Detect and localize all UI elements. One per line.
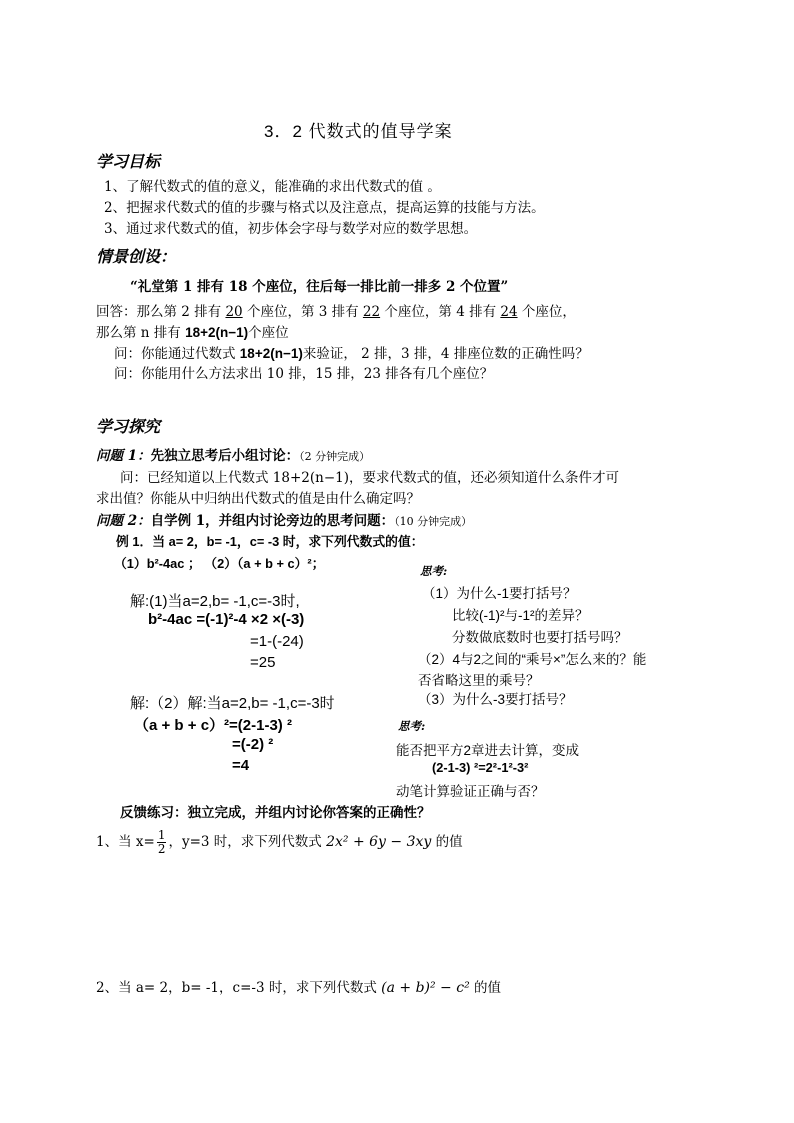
answer-text: 个座位， [517,304,576,320]
problem-2-text: 自学例 1，并组内讨论旁边的思考问题： [150,513,395,529]
question-suffix: 来验证， 2 排，3 排，4 排座位数的正确性吗？ [302,346,589,362]
scenario-quote: “礼堂第 1 排有 18 个座位，往后每一排比前一排多 2 个位置” [130,279,509,295]
scenario-answer-line [96,300,576,320]
exercise-2 [96,976,501,996]
think-item: （2）4与2之间的“乘号×”怎么来的？能 [418,652,647,667]
answer-text: 个座位，第 4 排有 [380,304,501,320]
section-heading-explore: 学习探究 [96,417,161,436]
fraction-numerator: 1 [157,828,166,842]
nth-row-suffix: 个座位 [248,325,289,341]
exercise-expression: (a + b)² − c² [381,980,470,996]
solution-1-line: =1-(-24) [250,633,304,650]
think-item: 分数做底数时也要打括号吗？ [452,630,628,645]
problem-2-line [96,509,472,529]
example-1: 例 1．当 a= 2，b= -1，c= -3 时，求下列代数式的值： [116,534,424,549]
think-item: （1）为什么-1要打括号？ [422,586,577,601]
fraction-denominator: 2 [157,842,166,856]
think-item: 能否把平方2章进去计算，变成 [396,743,580,758]
answer-blank: 20 [225,304,243,320]
solution-1-line: 解:(1)当a=2,b= -1,c=-3时, [130,593,300,610]
problem-2-time: （10 分钟完成） [394,515,473,528]
problem-2-label: 问题 2： [96,513,151,529]
nth-row-prefix: 那么第 n 排有 [96,325,186,341]
exercise-expression: 2x² + 6y − 3xy [326,834,432,850]
scenario-nth-row-line [96,321,289,341]
solution-1-line: b²-4ac =(-1)²-4 ×2 ×(-3) [148,611,305,628]
solution-2-line: =4 [232,757,250,774]
problem-1-body: 问：已经知道以上代数式 18+2(n−1)，要求代数式的值，还必须知道什么条件才可 [120,470,619,486]
section-heading-goals: 学习目标 [96,152,161,171]
scenario-question-1 [114,342,589,362]
think-item: （3）为什么-3要打括号？ [418,692,573,707]
exercise-suffix: 的值 [469,980,501,996]
think-label: 思考: [398,719,426,733]
problem-1-label: 问题 1： [96,448,151,464]
answer-prefix: 回答：那么第 2 排有 [96,304,226,320]
think-item: 否省略这里的乘号？ [418,673,540,688]
answer-blank: 24 [500,304,518,320]
solution-2-line: =(-2) ² [232,736,274,753]
question-expression: 18+2(n−1) [239,346,303,361]
problem-1-body: 求出值？你能从中归纳出代数式的值是由什么确定吗？ [96,491,420,507]
problem-1-time: （2 分钟完成） [299,450,371,463]
exercise-prefix: 1、当 x= [96,834,155,850]
think-label: 思考: [420,564,448,578]
fraction [157,829,167,856]
think-item: 动笔计算验证正确与否？ [396,784,545,799]
solution-2-line: （a + b + c）²=(2-1-3) ² [134,717,292,734]
think-item: 比较(-1)²与-1²的差异？ [452,608,589,623]
section-heading-scenario: 情景创设： [96,247,177,266]
exercise-1 [96,828,463,856]
page-title: 3．2 代数式的值导学案 [264,122,453,141]
feedback-heading: 反馈练习：独立完成，并组内讨论你答案的正确性？ [120,805,431,821]
answer-text: 个座位，第 3 排有 [242,304,363,320]
think-item: (2-1-3) ²=2²-1²-3² [432,760,529,775]
goal-item: 1、了解代数式的值的意义，能准确的求出代数式的值 。 [104,179,441,195]
problem-1-line [96,444,370,464]
exercise-prefix: 2、当 a= 2，b= -1，c=-3 时，求下列代数式 [96,980,382,996]
problem-1-text: 先独立思考后小组讨论： [150,448,300,464]
solution-2-line: 解:（2）解:当a=2,b= -1,c=-3时 [130,695,335,712]
goal-item: 3、通过求代数式的值，初步体会字母与数学对应的数学思想。 [104,221,478,237]
question-prefix: 问：你能通过代数式 [114,346,240,362]
example-1-parts: （1）b²-4ac ； （2）（a + b + c）²； [114,556,325,571]
scenario-question-2: 问：你能用什么方法求出 10 排，15 排，23 排各有几个座位？ [114,366,494,382]
solution-1-line: =25 [250,654,276,671]
answer-blank: 22 [362,304,381,320]
nth-row-expression: 18+2(n−1) [185,325,249,340]
exercise-text: ，y=3 时，求下列代数式 [168,834,327,850]
goal-item: 2、把握求代数式的值的步骤与格式以及注意点，提高运算的技能与方法。 [104,200,545,216]
exercise-suffix: 的值 [431,834,463,850]
